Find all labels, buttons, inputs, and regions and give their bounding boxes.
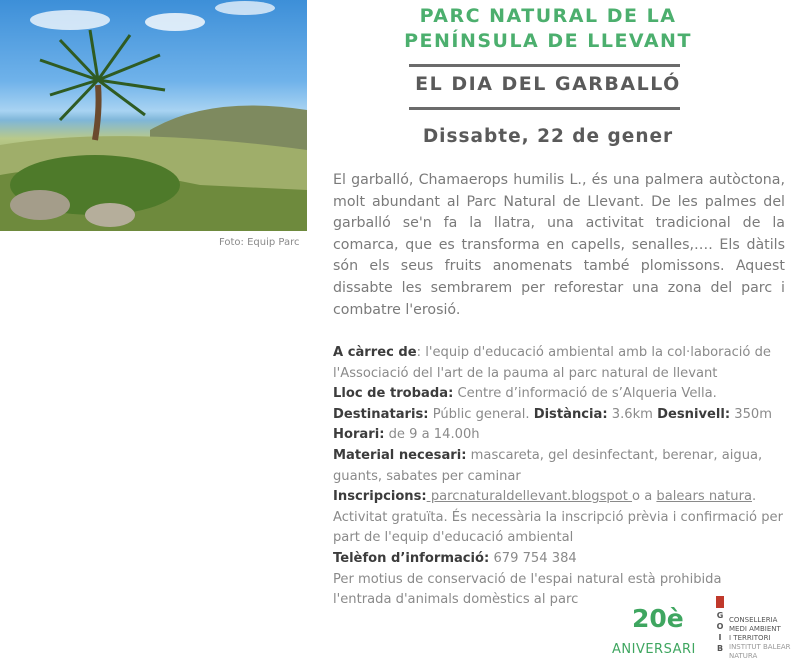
goib-letter-g: G bbox=[716, 611, 724, 620]
insc-end: . bbox=[752, 489, 757, 505]
footer-note: Per motius de conservació de l'espai natural està prohibida l'entrada d'animals domèstics al parc bbox=[333, 571, 722, 608]
anniversary-number: 20è bbox=[632, 604, 684, 633]
dept-line-3: I TERRITORI bbox=[729, 634, 771, 642]
carrec-value: : l'equip d'educació ambiental amb la col·laboració de l'Associació del l'art de la pauma al parc natural de llevant bbox=[333, 345, 771, 381]
goib-logo bbox=[714, 596, 726, 654]
detail-destinataris bbox=[333, 405, 793, 426]
dept-line-5: NATURA bbox=[729, 652, 758, 660]
detail-material bbox=[333, 446, 793, 487]
detail-lloc bbox=[333, 384, 793, 405]
title-line-1: PARC NATURAL DE LA bbox=[419, 5, 677, 27]
balears-natura-link[interactable]: balears natura bbox=[656, 489, 752, 505]
detail-telefon bbox=[333, 549, 793, 570]
divider-top bbox=[409, 64, 680, 67]
intro-paragraph: El garballó, Chamaerops humilis L., és una palmera autòctona, molt abundant al Parc Natural de Llevant. De les palmes del garballó se'n fa la llatra, una activitat tradicional de la comarca, que es transforma en capells, senalles,…. Els dàtils són els seus fruits anomenats també plomissons. Aquest dissabte les sembrarem per reforestar una zona del parc i combatre l'erosió. bbox=[333, 172, 785, 318]
goib-letter-o: O bbox=[716, 622, 724, 631]
tel-label: Telèfon d’informació: bbox=[333, 550, 490, 566]
material-label: Material necesari: bbox=[333, 447, 467, 463]
dept-line-2: MEDI AMBIENT bbox=[729, 625, 781, 633]
dist-label: Distància: bbox=[533, 406, 608, 422]
insc-mid: o a bbox=[632, 489, 657, 505]
palm-illustration bbox=[0, 0, 307, 231]
dist-value: 3.6km bbox=[607, 406, 658, 422]
dept-line-4: INSTITUT BALEAR bbox=[729, 643, 791, 651]
insc-label: Inscripcions: bbox=[333, 489, 427, 505]
photo-credit: Foto: Equip Parc bbox=[219, 237, 300, 248]
goib-letter-i: I bbox=[718, 633, 722, 642]
dept-line-1: CONSELLERIA bbox=[729, 616, 778, 624]
horari-label: Horari: bbox=[333, 427, 385, 443]
anniversary-label: ANIVERSARI bbox=[612, 642, 696, 657]
goib-emblem-icon bbox=[716, 596, 724, 608]
event-date: Dissabte, 22 de gener bbox=[422, 126, 674, 147]
detail-inscripcions bbox=[333, 487, 793, 508]
detail-horari bbox=[333, 425, 793, 446]
horari-value: de 9 a 14.00h bbox=[384, 427, 480, 443]
goib-letter-b: B bbox=[716, 644, 724, 653]
dest-value: Públic general. bbox=[428, 406, 534, 422]
carrec-label: A càrrec de bbox=[333, 345, 417, 360]
title-line-2: PENÍNSULA DE LLEVANT bbox=[404, 30, 692, 52]
desn-value: 350m bbox=[730, 406, 772, 422]
lloc-value: Centre d’informació de s’Alqueria Vella. bbox=[453, 386, 717, 402]
lloc-label: Lloc de trobada: bbox=[333, 386, 454, 402]
page-title bbox=[330, 4, 766, 54]
blog-link[interactable]: parcnaturaldellevant.blogspot bbox=[426, 489, 633, 505]
department-logo-text bbox=[729, 616, 791, 661]
event-details bbox=[333, 343, 793, 611]
desn-label: Desnivell: bbox=[657, 406, 731, 422]
tel-value: 679 754 384 bbox=[489, 550, 577, 566]
material-value: mascareta, gel desinfectant, berenar, aigua, guants, sabates per caminar bbox=[333, 447, 763, 484]
insc-note: Activitat gratuïta. És necessària la inscripció prèvia i confirmació per part de l'equip d'educació ambiental bbox=[333, 509, 783, 546]
detail-carrec bbox=[333, 343, 793, 384]
dest-label: Destinataris: bbox=[333, 406, 429, 422]
event-title: EL DIA DEL GARBALLÓ bbox=[415, 73, 681, 95]
divider-middle bbox=[409, 107, 680, 110]
palm-photo bbox=[0, 0, 307, 231]
